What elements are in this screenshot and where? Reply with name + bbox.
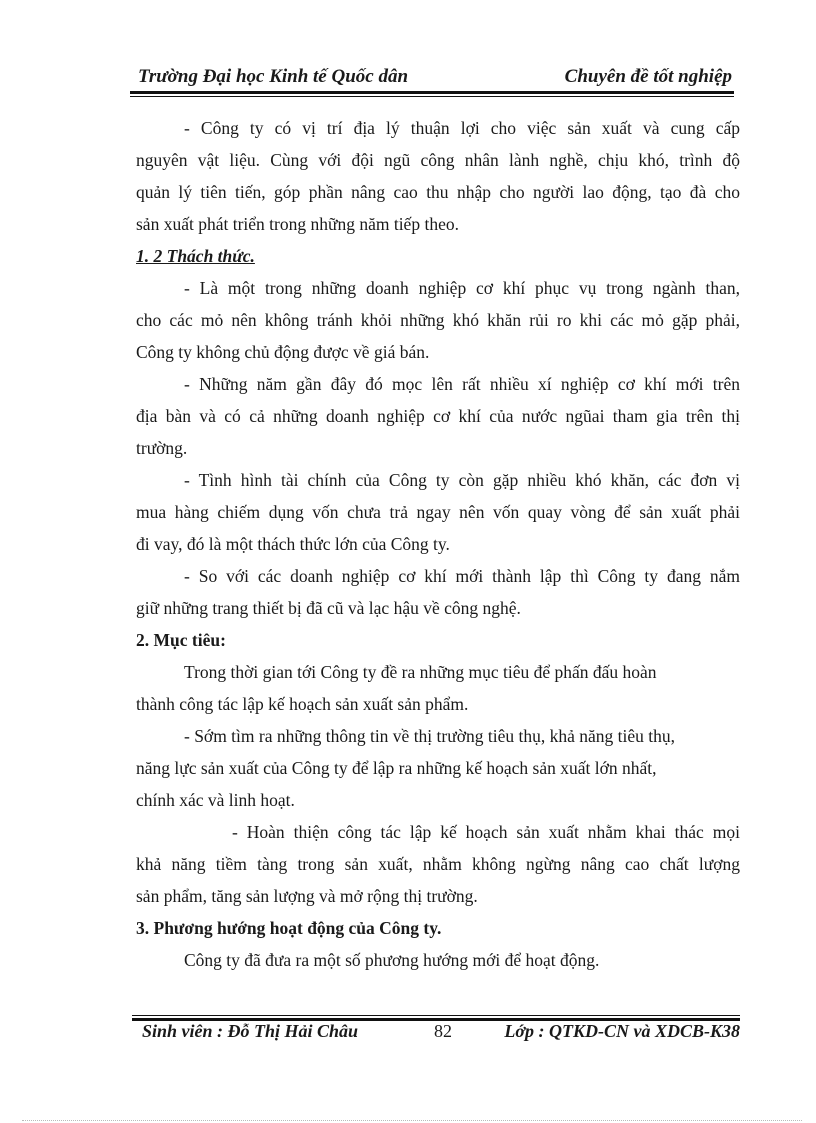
text-line: đi vay, đó là một thách thức lớn của Công ty.	[136, 534, 450, 554]
paragraph-directions-intro	[136, 944, 740, 976]
paragraph-location-advantage	[136, 112, 740, 240]
text-line: giữ những trang thiết bị đã cũ và lạc hậu về công nghệ.	[136, 598, 521, 618]
page-header	[130, 64, 734, 92]
section-heading-objectives: 2. Mục tiêu:	[136, 630, 226, 650]
paragraph-old-equipment	[136, 560, 740, 624]
text-line: trường.	[136, 438, 188, 458]
text-line: thành công tác lập kế hoạch sản xuất sản phẩm.	[136, 694, 469, 714]
paragraph-coal-industry	[136, 272, 740, 368]
header-doc-type: Chuyên đề tốt nghiệp	[564, 66, 732, 87]
header-university: Trường Đại học Kinh tế Quốc dân	[138, 66, 409, 87]
section-heading-directions: 3. Phương hướng hoạt động của Công ty.	[136, 918, 442, 938]
text-line: năng lực sản xuất của Công ty để lập ra những kế hoạch sản xuất lớn nhất,	[136, 758, 657, 778]
text-line: - Những năm gần đây đó mọc lên rất nhiều xí nghiệp cơ khí mới trên	[184, 374, 740, 394]
text-line: quản lý tiên tiến, góp phần nâng cao thu nhập cho người lao động, tạo đà cho	[136, 182, 740, 202]
text-line: - So với các doanh nghiệp cơ khí mới thành lập thì Công ty đang nắm	[184, 566, 740, 586]
text-line: - Sớm tìm ra những thông tin về thị trường tiêu thụ, khả năng tiêu thụ,	[184, 726, 675, 746]
text-line: - Tình hình tài chính của Công ty còn gặp nhiều khó khăn, các đơn vị	[184, 470, 740, 490]
text-line: - Là một trong những doanh nghiệp cơ khí phục vụ trong ngành than,	[184, 278, 740, 298]
text-line: Công ty không chủ động được về giá bán.	[136, 342, 430, 362]
page-number: 82	[434, 1021, 452, 1041]
text-line: khả năng tiềm tàng trong sản xuất, nhằm không ngừng nâng cao chất lượng	[136, 854, 740, 874]
text-line: sản phẩm, tăng sản lượng và mở rộng thị trường.	[136, 886, 478, 906]
paragraph-planning-improvement	[136, 816, 740, 912]
page-edge-divider	[22, 1120, 802, 1121]
text-line: Công ty đã đưa ra một số phương hướng mới để hoạt động.	[184, 950, 600, 970]
text-line: địa bàn và có cả những doanh nghiệp cơ khí của nước ngũai tham gia trên thị	[136, 406, 740, 426]
text-line: cho các mỏ nên không tránh khỏi những khó khăn rủi ro khi các mỏ gặp phải,	[136, 310, 740, 330]
page-footer	[136, 1021, 740, 1047]
footer-class: Lớp : QTKD-CN và XDCB-K38	[504, 1021, 740, 1041]
paragraph-objectives-intro	[136, 656, 740, 720]
text-line: sản xuất phát triển trong những năm tiếp theo.	[136, 214, 459, 234]
paragraph-market-information	[136, 720, 740, 816]
section-heading-challenges: 1. 2 Thách thức.	[136, 246, 255, 266]
text-line: nguyên vật liệu. Cùng với đội ngũ công nhân lành nghề, chịu khó, trình độ	[136, 150, 740, 170]
footer-student: Sinh viên : Đỗ Thị Hải Châu	[142, 1021, 359, 1041]
page-body	[136, 112, 740, 976]
header-rule-thin	[130, 96, 734, 97]
footer-rule-thin	[132, 1015, 740, 1016]
paragraph-new-competitors	[136, 368, 740, 464]
text-line: chính xác và linh hoạt.	[136, 790, 295, 810]
paragraph-financial-situation	[136, 464, 740, 560]
text-line: - Hoàn thiện công tác lập kế hoạch sản xuất nhằm khai thác mọi	[232, 822, 740, 842]
text-line: mua hàng chiếm dụng vốn chưa trả ngay nên vốn quay vòng để sản xuất phải	[136, 502, 740, 522]
text-line: - Công ty có vị trí địa lý thuận lợi cho việc sản xuất và cung cấp	[184, 118, 740, 138]
header-rule-thick	[130, 91, 734, 94]
text-line: Trong thời gian tới Công ty đề ra những mục tiêu để phấn đấu hoàn	[184, 662, 657, 682]
